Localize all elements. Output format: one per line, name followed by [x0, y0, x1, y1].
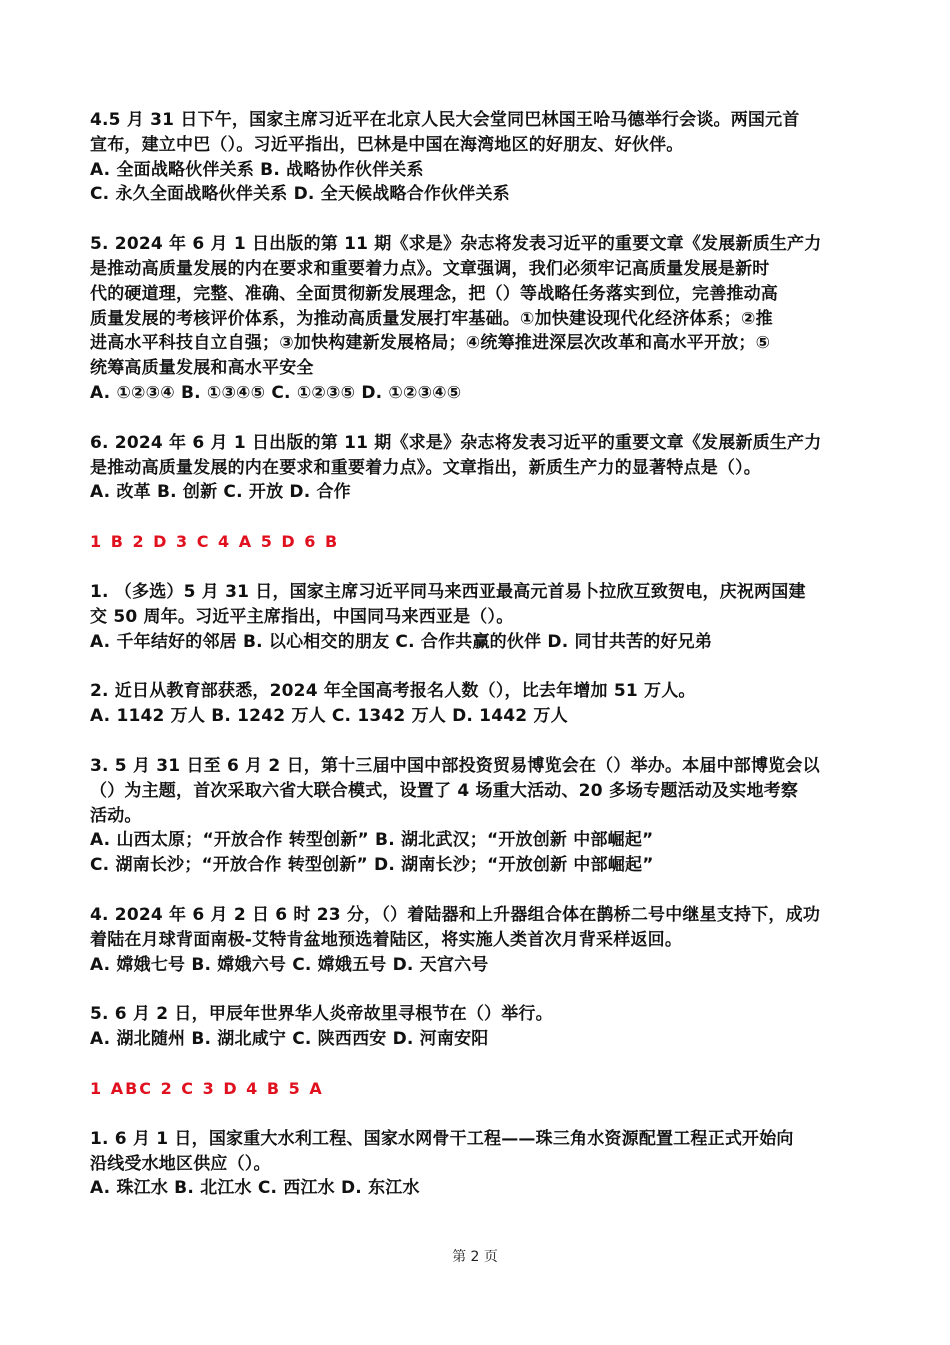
question-line: C. 永久全面战略伙伴关系 D. 全天候战略合作伙伴关系	[90, 184, 510, 205]
question-line: A. 嫦娥七号 B. 嫦娥六号 C. 嫦娥五号 D. 天宫六号	[90, 954, 489, 975]
question-block	[90, 903, 865, 977]
question-line: 宣布，建立中巴（）。习近平指出，巴林是中国在海湾地区的好朋友、好伙伴。	[90, 134, 684, 155]
block-spacer	[90, 1102, 865, 1127]
block-spacer	[90, 1052, 865, 1077]
question-block	[90, 232, 865, 406]
question-line: 统筹高质量发展和高水平安全	[90, 358, 314, 379]
question-line: 5. 2024 年 6 月 1 日出版的第 11 期《求是》杂志将发表习近平的重要文章《发展新质生产力	[90, 234, 822, 255]
page-content	[90, 108, 865, 1201]
answer-key-text: 1 B 2 D 3 C 4 A 5 D 6 B	[90, 532, 340, 552]
block-spacer	[90, 406, 865, 431]
block-spacer	[90, 729, 865, 754]
question-block	[90, 679, 865, 729]
question-line: 6. 2024 年 6 月 1 日出版的第 11 期《求是》杂志将发表习近平的重要文章《发展新质生产力	[90, 432, 822, 453]
question-block	[90, 580, 865, 654]
question-line: A. 全面战略伙伴关系 B. 战略协作伙伴关系	[90, 159, 424, 180]
question-block	[90, 1002, 865, 1052]
question-line: 活动。	[90, 805, 142, 826]
answer-key	[90, 1077, 865, 1102]
question-line: 4. 2024 年 6 月 2 日 6 时 23 分，（）着陆器和上升器组合体在鹊桥二号中继星支持下，成功	[90, 904, 821, 925]
question-line: 沿线受水地区供应（）。	[90, 1153, 271, 1174]
page-footer: 第 2 页	[452, 1249, 498, 1265]
question-block	[90, 431, 865, 505]
question-line: 着陆在月球背面南极-艾特肯盆地预选着陆区，将实施人类首次月背采样返回。	[90, 929, 683, 950]
question-line: A. ①②③④ B. ①③④⑤ C. ①②③⑤ D. ①②③④⑤	[90, 382, 462, 403]
answer-key-text: 1 ABC 2 C 3 D 4 B 5 A	[90, 1078, 324, 1098]
block-spacer	[90, 878, 865, 903]
question-line: 代的硬道理，完整、准确、全面贯彻新发展理念，把（）等战略任务落实到位，完善推动高	[90, 283, 778, 304]
question-block	[90, 1127, 865, 1201]
question-line: 1. 6 月 1 日，国家重大水利工程、国家水网骨干工程——珠三角水资源配置工程正式开始向	[90, 1128, 794, 1149]
question-line: 交 50 周年。习近平主席指出，中国同马来西亚是（）。	[90, 606, 514, 627]
question-block	[90, 108, 865, 207]
question-line: A. 珠江水 B. 北江水 C. 西江水 D. 东江水	[90, 1178, 420, 1199]
question-line: A. 1142 万人 B. 1242 万人 C. 1342 万人 D. 1442 万人	[90, 706, 568, 727]
question-line: C. 湖南长沙；“开放合作 转型创新” D. 湖南长沙；“开放创新 中部崛起”	[90, 855, 654, 876]
question-line: A. 湖北随州 B. 湖北咸宁 C. 陕西西安 D. 河南安阳	[90, 1029, 489, 1050]
question-line: 是推动高质量发展的内在要求和重要着力点》。文章强调，我们必须牢记高质量发展是新时	[90, 258, 770, 279]
question-line: 3. 5 月 31 日至 6 月 2 日，第十三届中国中部投资贸易博览会在（）举办。本届中部博览会以	[90, 755, 820, 776]
question-line: 1. （多选）5 月 31 日，国家主席习近平同马来西亚最高元首易卜拉欣互致贺电，庆祝两国建	[90, 581, 806, 602]
block-spacer	[90, 977, 865, 1002]
question-line: 5. 6 月 2 日，甲辰年世界华人炎帝故里寻根节在（）举行。	[90, 1004, 553, 1025]
question-line: 质量发展的考核评价体系，为推动高质量发展打牢基础。①加快建设现代化经济体系；②推	[90, 308, 773, 329]
block-spacer	[90, 505, 865, 530]
question-line: （）为主题，首次采取六省大联合模式，设置了 4 场重大活动、20 多场专题活动及实地考察	[90, 780, 799, 801]
block-spacer	[90, 207, 865, 232]
question-line: 2. 近日从教育部获悉，2024 年全国高考报名人数（），比去年增加 51 万人。	[90, 681, 696, 702]
block-spacer	[90, 654, 865, 679]
question-line: 进高水平科技自立自强；③加快构建新发展格局；④统筹推进深层次改革和高水平开放；⑤	[90, 333, 771, 354]
question-line: 4.5 月 31 日下午，国家主席习近平在北京人民大会堂同巴林国王哈马德举行会谈。两国元首	[90, 110, 800, 130]
question-block	[90, 754, 865, 878]
block-spacer	[90, 555, 865, 580]
question-line: A. 山西太原；“开放合作 转型创新” B. 湖北武汉；“开放创新 中部崛起”	[90, 830, 654, 851]
question-line: A. 改革 B. 创新 C. 开放 D. 合作	[90, 482, 351, 503]
question-line: A. 千年结好的邻居 B. 以心相交的朋友 C. 合作共赢的伙伴 D. 同甘共苦的好兄弟	[90, 631, 713, 652]
question-line: 是推动高质量发展的内在要求和重要着力点》。文章指出，新质生产力的显著特点是（）。	[90, 457, 761, 478]
answer-key	[90, 530, 865, 555]
